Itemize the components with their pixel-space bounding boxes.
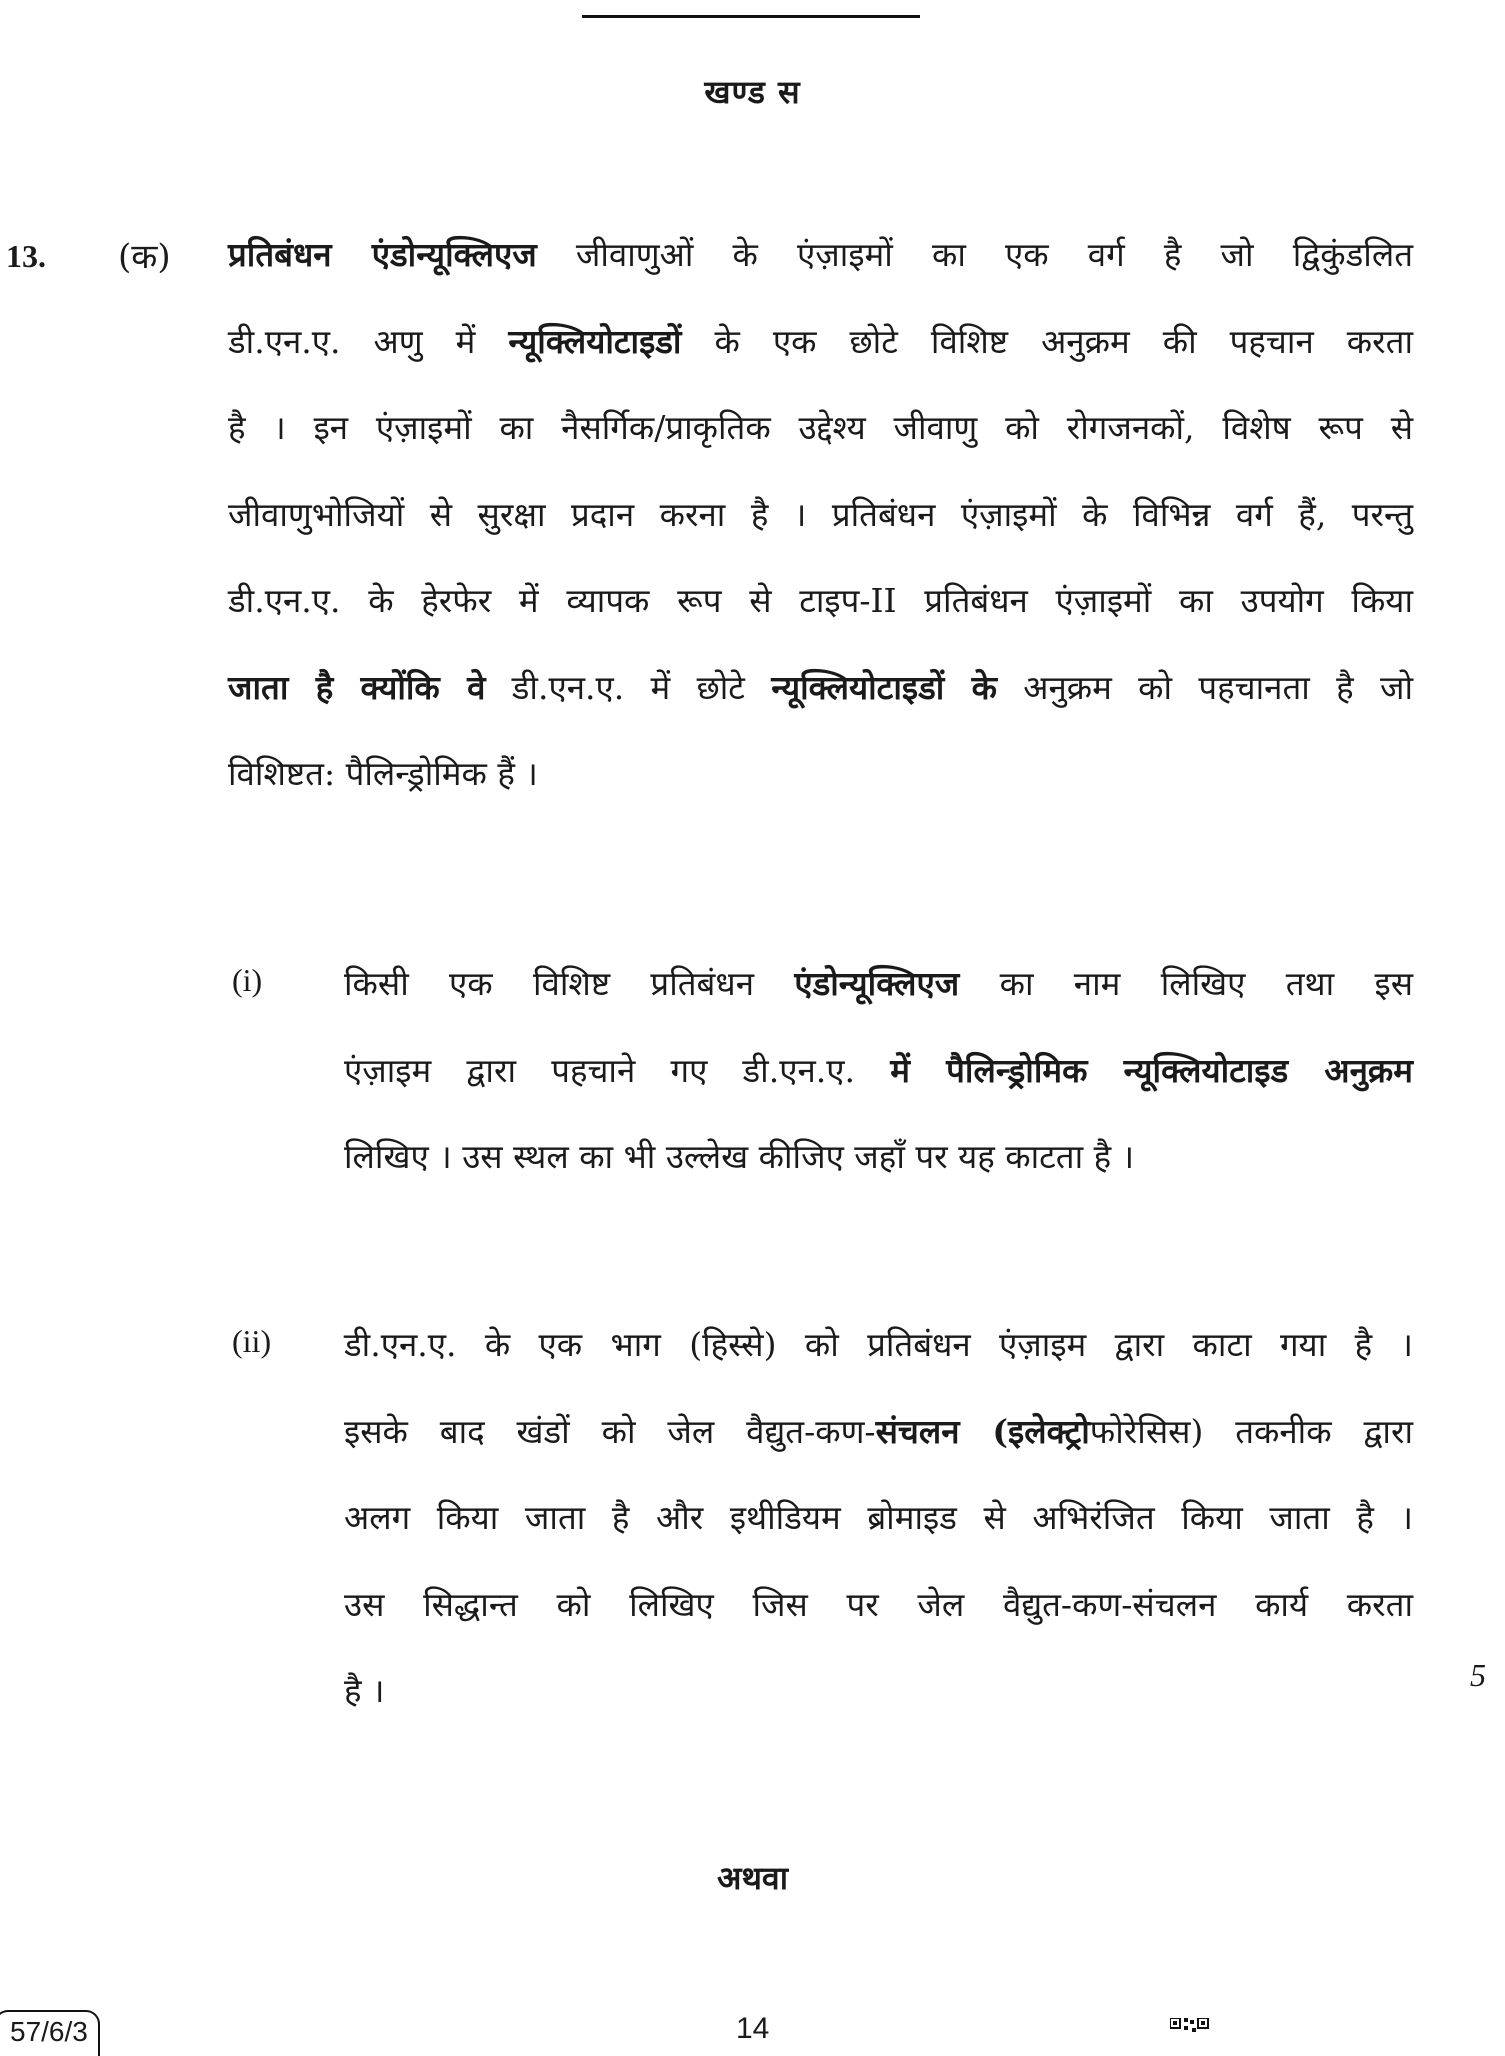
passage-text: जीवाणुओं के एंज़ाइमों का एक वर्ग है जो द्विकुंडलित [536, 235, 1414, 274]
passage-line: है । इन एंज़ाइमों का नैसर्गिक/प्राकृतिक उद्देश्य जीवाणु को रोगजनकों, विशेष रूप से [228, 408, 1413, 447]
passage-text: डी.एन.ए. अणु में [228, 321, 509, 361]
part-label: (क) [118, 237, 171, 277]
passage-line [228, 212, 1413, 299]
passage-line [228, 299, 1413, 386]
bold-term: संचलन (इलेक्ट्रो [875, 1411, 1090, 1451]
top-divider [582, 15, 920, 18]
passage-text: का नाम लिखिए तथा इस [959, 964, 1413, 1003]
bold-term: न्यूक्लियोटाइडों [508, 321, 682, 361]
passage-line: विशिष्टत: पैलिन्ड्रोमिक हैं । [228, 754, 538, 793]
subquestion-line: है । [344, 1671, 385, 1710]
passage-line [228, 645, 1413, 732]
paper-code: 57/6/3 [0, 2010, 100, 2056]
passage-text: एंज़ाइम द्वारा पहचाने गए डी.एन.ए. [344, 1050, 891, 1090]
question-number: 13. [6, 238, 46, 274]
subquestion-line: डी.एन.ए. के एक भाग (हिस्से) को प्रतिबंधन एंज़ाइम द्वारा काटा गया है । [344, 1325, 1413, 1364]
bold-term: न्यूक्लियोटाइडों के [771, 667, 997, 707]
subquestion-ii [344, 1302, 1413, 1735]
passage-text: अनुक्रम को पहचानता है जो [996, 667, 1413, 707]
bold-term: प्रतिबंधन एंडोन्यूक्लिएज [228, 235, 537, 274]
subquestion-line: अलग किया जाता है और इथीडियम ब्रोमाइड से अभिरंजित किया जाता है । [344, 1498, 1413, 1537]
subquestion-line [344, 1389, 1413, 1476]
bold-term: जाता है क्योंकि वे [228, 667, 486, 707]
passage-text: फोरेसिस) तकनीक द्वारा [1089, 1411, 1414, 1451]
page-number: 14 [736, 2012, 770, 2045]
bold-term: एंडोन्यूक्लिएज [794, 964, 960, 1003]
marks-value: 5 [1470, 1657, 1486, 1693]
passage-text: किसी एक विशिष्ट प्रतिबंधन [344, 964, 795, 1003]
or-heading: अथवा [717, 1859, 788, 1897]
subquestion-i [344, 941, 1413, 1201]
subquestion-ii-label: (ii) [232, 1323, 272, 1359]
subquestion-line: लिखिए । उस स्थल का भी उल्लेख कीजिए जहाँ पर यह काटता है । [344, 1137, 1135, 1176]
subquestion-line [344, 1028, 1413, 1115]
subquestion-line: उस सिद्धान्त को लिखिए जिस पर जेल वैद्युत-कण-संचलन कार्य करता [344, 1584, 1413, 1624]
section-title: खण्ड स [704, 73, 801, 111]
question-passage [228, 212, 1413, 818]
subquestion-line [344, 941, 1413, 1028]
qr-code-icon [1170, 2018, 1210, 2034]
passage-text: इसके बाद खंडों को जेल वैद्युत-कण- [344, 1411, 876, 1451]
passage-text: डी.एन.ए. में छोटे [485, 667, 772, 707]
subquestion-i-label: (i) [232, 962, 263, 998]
passage-line: डी.एन.ए. के हेरफेर में व्यापक रूप से टाइप-II प्रतिबंधन एंज़ाइमों का उपयोग किया [228, 581, 1413, 620]
passage-line: जीवाणुभोजियों से सुरक्षा प्रदान करना है । प्रतिबंधन एंज़ाइमों के विभिन्न वर्ग हैं, परन्तु [228, 494, 1413, 534]
passage-text: के एक छोटे विशिष्ट अनुक्रम की पहचान करता [681, 321, 1413, 361]
bold-term: में पैलिन्ड्रोमिक न्यूक्लियोटाइड अनुक्रम [890, 1050, 1413, 1090]
